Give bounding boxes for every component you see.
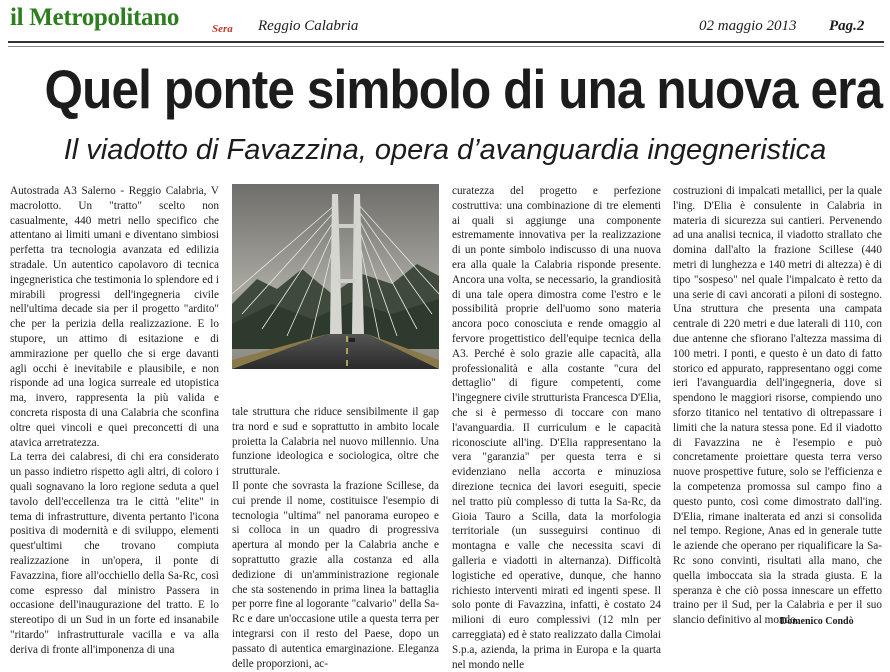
- paragraph: Il ponte che sovrasta la frazione Scillese, da cui prende il nome, costituisce l'esempio di tecnologia "ultima" nel panorama europeo e si colloca in un quadro di progressiva apertura al mondo per la Calabria anche e soprattutto grazie alla costanza ed alla dedizione di un'amministrazione regionale che sta sostenendo in prima linea la battaglia per porre fine al logorante "calvario" della Sa-Rc e dare un'occasione utile a questa terra per integrarsi con il resto del Paese, dopo un passato di autentica emarginazione. Eleganza delle proporzioni, ac-: [232, 479, 439, 670]
- article-column-2: [232, 405, 439, 671]
- bridge-illustration: [232, 184, 439, 369]
- article-column-1: [10, 184, 219, 658]
- headline: Quel ponte simbolo di una nuova era: [44, 58, 883, 120]
- masthead-rule: [8, 41, 884, 43]
- page-number: Pag.2: [829, 18, 865, 34]
- paragraph: Autostrada A3 Salerno - Reggio Calabria, V macrolotto. Un "tratto" scelto non casualmente, 440 metri nello specifico che attentano ai limiti umani e diventano simbiosi perfetta tra tecnologia avanzata ed edilizia stradale. Un autentico capolavoro di tecnica ingegneristica che testimonia lo splendore ed i mirabili progressi dell'ingegneria civile nell'ultima decade sia per il progetto "ardito" che per la perizia della realizzazione. E lo stupore, un attimo di esitazione e di ammirazione per quello che si erge davanti agli occhi è inevitabile e plausibile, e non risponde ad una logica surreale ed utopistica ma, invero, rappresenta la più valida e concreta risposta di una Calabria che sconfina oltre quei vincoli e quei preconcetti di una atavica arretratezza.: [10, 185, 219, 449]
- subheadline: Il viadotto di Favazzina, opera d’avanguardia ingegneristica: [63, 134, 827, 166]
- masthead-rule-thin: [8, 46, 884, 47]
- bridge-photo: [232, 184, 439, 369]
- newspaper-logo: il Metropolitano: [10, 4, 180, 31]
- paragraph: curatezza del progetto e perfezione costruttiva: una combinazione di tre elementi ai quali si aggiunge una componente estremamente innovativa per la realizzazione di un ponte simbolo indiscusso di una nuova era alla quale la Calabria risponde presente. Ancora una volta, se necessario, la grandiosità di una tale opera dimostra come l'estro e le possibilità proprie dell'uomo sono materia ancora poco conosciuta e rende omaggio al fervore progettistico dell'equipe tecnica della A3. Perché è solo grazie alle capacità, alla professionalità e alla costante "cura del dettaglio" di figure competenti, come l'ingegnere civile strutturista Francesca D'Elia, che si è permesso di toccare con mano l'avanguardia. Il curriculum e le capacità riconosciute all'ing. D'Elia rappresentano la vera "garanzia" per questa terra e si evidenziano nella accorta e minuziosa direzione tecnica dei lavori eseguiti, specie nel tratto più complesso di tutta la Sa-Rc, da Gioia Tauro a Scilla, data la morfologia territoriale (un susseguirsi continuo di montagna e valle che necessita scavi di galleria e viadotti in alternanza). Difficoltà logistiche ed operative, dunque, che hanno richiesto interventi mirati ed ingenti spese. Il solo ponte di Favazzina, infatti, è costato 24 milioni di euro complessivi (12 mln per carreggiata) ed è stato realizzato dalla Cimolai S.p.a, azienda, la prima in Europa e la quarta nel mondo nelle: [452, 185, 661, 671]
- issue-date: 02 maggio 2013: [699, 18, 797, 34]
- paragraph: tale struttura che riduce sensibilmente il gap tra nord e sud e soprattutto in ambito locale proietta la Calabria nel nuovo millennio. Una funzione ideologica e sociologica, oltre che strutturale.: [232, 406, 439, 478]
- author-byline: Domenico Condò: [780, 616, 854, 627]
- article-column-4: [673, 184, 882, 628]
- paragraph: costruzioni di impalcati metallici, per la quale l'ing. D'Elia è consulente in Calabria in materia di sicurezza sui cantieri. Pervenendo ad una analisi tecnica, il viadotto strallato che domina dall'alto la frazione Scillese (440 metri di lunghezza e 140 metri di altezza) è di tipo "sospeso" nel quale l'impalcato è retto da una serie di cavi ancorati a piloni di sostegno. Una struttura che presenta una campata centrale di 220 metri e due laterali di 110, con due antenne che sfiorano l'altezza massima di 100 metri. I ponti, e questo è un dato di fatto storico ed appurato, rappresentano oggi come ieri l'avanguardia dell'ingegneria, dove si spendono le maggiori risorse, compiendo uno sforzo titanico nel tentativo di oltrepassare i limiti che la natura stessa pone. Ed il viadotto di Favazzina ne è l'esempio e può concretamente proiettare questa terra verso nuove prospettive future, solo se l'efficienza e la competenza promossa sul campo fino a questo punto, così come dimostrato dall'ing. D'Elia, rimane inalterata ed anzi si consolida nel tempo. Regione, Anas ed in generale tutte le aziende che operano per riqualificare la Sa-Rc sono convinti, risultati alla mano, che quella imboccata sia la strada giusta. E la speranza è che ciò possa innescare un effetto traino per il Sud, per la Calabria e per il suo slancio definitivo al mondo.: [673, 185, 882, 627]
- paragraph: La terra dei calabresi, di chi era considerato un passo indietro rispetto agli altri, di coloro i quali sognavano la loro regione seduta a quel tavolo dell'eccellenza tra le città "elite" in tema di infrastrutture, diventa pertanto l'icona positiva di modernità e di sviluppo, elementi quest'ultimi che trovano compiuta realizzazione in un'opera, il ponte di Favazzina, fiore all'occhiello della Sa-Rc, così come espresso dal ministro Passera in occasione dell'inaugurazione del tratto. E lo stereotipo di un Sud in un forte ed insanabile "ritardo" infrastrutturale vacilla e va alla deriva di fronte all'imponenza di una: [10, 451, 219, 656]
- article-column-3: [452, 184, 661, 672]
- section-city: Reggio Calabria: [258, 18, 359, 34]
- masthead: [0, 0, 890, 40]
- newspaper-logo-edition: Sera: [212, 23, 233, 35]
